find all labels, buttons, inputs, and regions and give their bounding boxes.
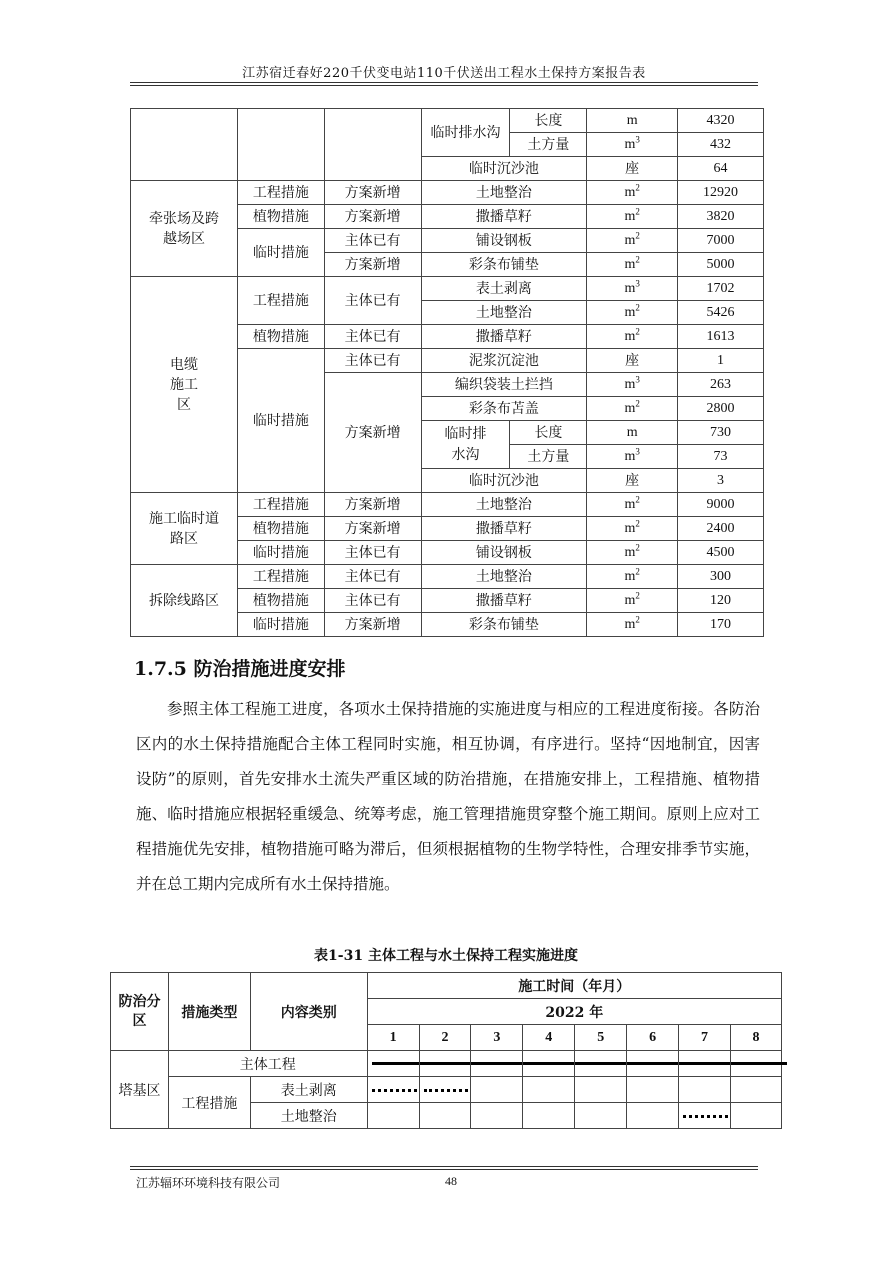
schedule-cell xyxy=(419,1051,471,1077)
value-cell: 12920 xyxy=(678,181,764,205)
unit-cell: $m^3$ xyxy=(587,445,678,469)
unit-cell: $m^2$ xyxy=(587,397,678,421)
table-row xyxy=(131,493,764,517)
month-cell: 8 xyxy=(730,1025,781,1051)
content-cell: 土地整治 xyxy=(250,1103,367,1129)
header-rule xyxy=(130,82,758,83)
schedule-bar-solid xyxy=(523,1062,574,1065)
source-cell: 主体已有 xyxy=(324,565,421,589)
measure-cell: 撒播草籽 xyxy=(421,589,587,613)
value-cell: 170 xyxy=(678,613,764,637)
value-cell: 263 xyxy=(678,373,764,397)
schedule-cell xyxy=(523,1077,575,1103)
value-cell: 4320 xyxy=(678,109,764,133)
section-heading: 1.7.5 防治措施进度安排 xyxy=(134,658,346,680)
footer-rule xyxy=(130,1169,758,1170)
schedule-cell xyxy=(627,1077,679,1103)
schedule-cell xyxy=(575,1051,627,1077)
unit-cell: $m^2$ xyxy=(587,565,678,589)
month-cell: 1 xyxy=(367,1025,419,1051)
measure-cell: 铺设钢板 xyxy=(421,229,587,253)
value-cell: 120 xyxy=(678,589,764,613)
table-row xyxy=(131,277,764,301)
source-cell: 主体已有 xyxy=(324,325,421,349)
schedule-bar-dotted xyxy=(372,1089,417,1092)
value-cell: 3 xyxy=(678,469,764,493)
schedule-table xyxy=(110,972,782,1129)
type-cell: 工程措施 xyxy=(237,565,324,589)
month-cell: 5 xyxy=(575,1025,627,1051)
schedule-cell xyxy=(730,1051,781,1077)
unit-cell: $m^2$ xyxy=(587,589,678,613)
type-cell: 临时措施 xyxy=(237,229,324,277)
zone-cell: 拆除线路区 xyxy=(131,565,238,637)
type-cell: 植物措施 xyxy=(237,205,324,229)
source-cell: 方案新增 xyxy=(324,493,421,517)
value-cell: 300 xyxy=(678,565,764,589)
schedule-cell xyxy=(419,1103,471,1129)
unit-cell: 座 xyxy=(587,157,678,181)
header-rule xyxy=(130,85,758,86)
type-cell: 植物措施 xyxy=(237,589,324,613)
schedule-cell xyxy=(367,1051,419,1077)
type-cell: 临时措施 xyxy=(237,349,324,493)
header-content: 内容类别 xyxy=(250,973,367,1051)
schedule-cell xyxy=(367,1103,419,1129)
header-type: 措施类型 xyxy=(168,973,250,1051)
measure-cell: 撒播草籽 xyxy=(421,325,587,349)
source-cell: 方案新增 xyxy=(324,613,421,637)
source-cell: 主体已有 xyxy=(324,277,421,325)
zone-cell: 塔基区 xyxy=(111,1051,169,1129)
schedule-cell xyxy=(679,1077,731,1103)
footer-company: 江苏辐环环境科技有限公司 xyxy=(136,1176,281,1190)
value-cell: 2800 xyxy=(678,397,764,421)
value-cell: 1613 xyxy=(678,325,764,349)
measure-cell: 表土剥离 xyxy=(421,277,587,301)
sub-item-cell: 长度 xyxy=(510,421,587,445)
value-cell: 4500 xyxy=(678,541,764,565)
type-cell: 临时措施 xyxy=(237,541,324,565)
unit-cell: $m^2$ xyxy=(587,301,678,325)
footer-rule xyxy=(130,1166,758,1167)
page-header: 江苏宿迁春好220千伏变电站110千伏送出工程水土保持方案报告表 xyxy=(242,66,646,81)
schedule-cell xyxy=(419,1077,471,1103)
schedule-cell xyxy=(730,1077,781,1103)
value-cell: 3820 xyxy=(678,205,764,229)
measure-cell: 临时沉沙池 xyxy=(421,157,587,181)
unit-cell: 座 xyxy=(587,349,678,373)
schedule-cell xyxy=(575,1077,627,1103)
value-cell: 64 xyxy=(678,157,764,181)
unit-cell: $m^2$ xyxy=(587,493,678,517)
schedule-cell xyxy=(367,1077,419,1103)
schedule-cell xyxy=(523,1051,575,1077)
value-cell: 9000 xyxy=(678,493,764,517)
measure-cell: 撒播草籽 xyxy=(421,205,587,229)
source-cell: 主体已有 xyxy=(324,589,421,613)
measure-cell: 临时排水沟 xyxy=(421,109,510,157)
table-row xyxy=(111,973,782,999)
unit-cell: $m^3$ xyxy=(587,373,678,397)
unit-cell: $m^2$ xyxy=(587,613,678,637)
table-row xyxy=(111,1077,782,1103)
type-cell: 工程措施 xyxy=(237,181,324,205)
zone-cell: 电缆施工区 xyxy=(131,277,238,493)
value-cell: 2400 xyxy=(678,517,764,541)
source-cell: 方案新增 xyxy=(324,253,421,277)
schedule-bar-solid xyxy=(420,1062,471,1065)
measure-cell: 编织袋装土拦挡 xyxy=(421,373,587,397)
zone-cell: 施工临时道路区 xyxy=(131,493,238,565)
value-cell: 1 xyxy=(678,349,764,373)
header-zone: 防治分区 xyxy=(111,973,169,1051)
schedule-cell xyxy=(523,1103,575,1129)
table-row xyxy=(131,565,764,589)
source-cell: 主体已有 xyxy=(324,349,421,373)
source-cell: 主体已有 xyxy=(324,229,421,253)
schedule-cell xyxy=(627,1103,679,1129)
measures-table xyxy=(130,108,764,637)
month-cell: 3 xyxy=(471,1025,523,1051)
value-cell: 7000 xyxy=(678,229,764,253)
measure-cell: 土地整治 xyxy=(421,181,587,205)
value-cell: 5426 xyxy=(678,301,764,325)
value-cell: 432 xyxy=(678,133,764,157)
schedule-bar-dotted xyxy=(424,1089,469,1092)
unit-cell: $m^3$ xyxy=(587,277,678,301)
unit-cell: m xyxy=(587,109,678,133)
unit-cell: $m^3$ xyxy=(587,133,678,157)
value-cell: 73 xyxy=(678,445,764,469)
unit-cell: m xyxy=(587,421,678,445)
measure-cell: 泥浆沉淀池 xyxy=(421,349,587,373)
type-cell: 工程措施 xyxy=(237,493,324,517)
schedule-bar-solid xyxy=(372,1062,419,1065)
measure-cell: 彩条布铺垫 xyxy=(421,613,587,637)
content-cell: 表土剥离 xyxy=(250,1077,367,1103)
schedule-cell xyxy=(679,1051,731,1077)
header-year: 2022 年 xyxy=(367,999,781,1025)
page-number: 48 xyxy=(445,1174,457,1188)
value-cell: 1702 xyxy=(678,277,764,301)
measure-cell: 撒播草籽 xyxy=(421,517,587,541)
schedule-cell xyxy=(471,1051,523,1077)
schedule-bar-solid xyxy=(627,1062,678,1065)
table-row xyxy=(131,181,764,205)
schedule-bar-dotted xyxy=(683,1115,728,1118)
month-cell: 2 xyxy=(419,1025,471,1051)
value-cell: 5000 xyxy=(678,253,764,277)
source-cell: 方案新增 xyxy=(324,205,421,229)
measure-cell: 彩条布苫盖 xyxy=(421,397,587,421)
type-cell: 工程措施 xyxy=(168,1077,250,1129)
source-cell: 方案新增 xyxy=(324,517,421,541)
unit-cell: $m^2$ xyxy=(587,181,678,205)
measure-cell: 土地整治 xyxy=(421,565,587,589)
schedule-cell xyxy=(471,1077,523,1103)
schedule-cell xyxy=(627,1051,679,1077)
schedule-bar-solid xyxy=(731,1062,787,1065)
content-cell: 主体工程 xyxy=(168,1051,367,1077)
month-cell: 7 xyxy=(679,1025,731,1051)
measure-cell: 彩条布铺垫 xyxy=(421,253,587,277)
source-cell: 主体已有 xyxy=(324,541,421,565)
schedule-bar-solid xyxy=(575,1062,626,1065)
unit-cell: $m^2$ xyxy=(587,541,678,565)
measure-cell: 临时排水沟 xyxy=(421,421,510,469)
type-cell: 植物措施 xyxy=(237,517,324,541)
zone-cell: 牵张场及跨越场区 xyxy=(131,181,238,277)
measure-cell: 土地整治 xyxy=(421,301,587,325)
body-paragraph: 参照主体工程施工进度，各项水土保持措施的实施进度与相应的工程进度衔接。各防治区内的水土保持措施配合主体工程同时实施，相互协调，有序进行。坚持“因地制宜，因害设防”的原则，首先安排水土流失严重区域的防治措施，在措施安排上，工程措施、植物措施、临时措施应根据轻重缓急、统筹考虑，施工管理措施贯穿整个施工期间。原则上应对工程措施优先安排，植物措施可略为滞后，但须根据植物的生物学特性，合理安排季节实施，并在总工期内完成所有水土保持措施。 xyxy=(136,700,760,893)
schedule-cell xyxy=(679,1103,731,1129)
header-time: 施工时间（年月） xyxy=(367,973,781,999)
type-cell: 临时措施 xyxy=(237,613,324,637)
schedule-bar-solid xyxy=(471,1062,522,1065)
table-row xyxy=(131,109,764,133)
schedule-bar-solid xyxy=(679,1062,730,1065)
sub-item-cell: 长度 xyxy=(510,109,587,133)
type-cell: 植物措施 xyxy=(237,325,324,349)
measure-cell: 临时沉沙池 xyxy=(421,469,587,493)
month-cell: 6 xyxy=(627,1025,679,1051)
schedule-cell xyxy=(730,1103,781,1129)
unit-cell: $m^2$ xyxy=(587,253,678,277)
type-cell: 工程措施 xyxy=(237,277,324,325)
sub-item-cell: 土方量 xyxy=(510,133,587,157)
source-cell: 方案新增 xyxy=(324,181,421,205)
measure-cell: 铺设钢板 xyxy=(421,541,587,565)
schedule-cell xyxy=(575,1103,627,1129)
value-cell: 730 xyxy=(678,421,764,445)
unit-cell: $m^2$ xyxy=(587,517,678,541)
sub-item-cell: 土方量 xyxy=(510,445,587,469)
table-caption: 表1-31 主体工程与水土保持工程实施进度 xyxy=(314,948,578,964)
month-cell: 4 xyxy=(523,1025,575,1051)
unit-cell: $m^2$ xyxy=(587,205,678,229)
unit-cell: $m^2$ xyxy=(587,229,678,253)
unit-cell: 座 xyxy=(587,469,678,493)
source-cell: 方案新增 xyxy=(324,373,421,493)
measure-cell: 土地整治 xyxy=(421,493,587,517)
schedule-cell xyxy=(471,1103,523,1129)
unit-cell: $m^2$ xyxy=(587,325,678,349)
table-row xyxy=(111,1051,782,1077)
